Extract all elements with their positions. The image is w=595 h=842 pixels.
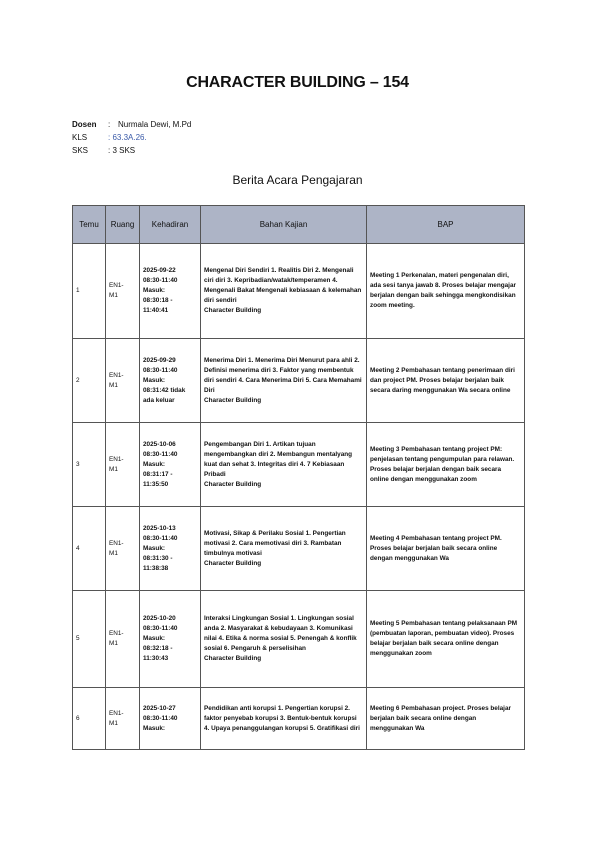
section-subtitle: Berita Acara Pengajaran	[232, 173, 363, 187]
cell-kehadiran-text: 2025-10-20 08:30-11:40 Masuk: 08:32:18 - 11:30:43	[143, 615, 178, 662]
kls-label: KLS	[72, 133, 88, 142]
cell-temu: 3	[73, 423, 106, 507]
table-row	[73, 339, 525, 423]
cell-ruang	[106, 339, 140, 423]
cell-bahan-text: Mengenal Diri Sendiri 1. Realitis Diri 2. Mengenali ciri diri 3. Kepribadian/watak/temperamen 4. Mengenali Bakat Mengenali kebiasaan & kelemahan diri sendiri Character Building	[204, 267, 362, 314]
cell-kehadiran-text: 2025-10-27 08:30-11:40 Masuk:	[143, 704, 178, 732]
header-bahan-kajian: Bahan Kajian	[201, 206, 367, 244]
cell-ruang	[106, 423, 140, 507]
cell-bahan-text: Pengembangan Diri 1. Artikan tujuan mengembangkan diri 2. Membangun mentalyang kuat dan sehat 3. Integritas diri 4. 7 Kebiasaan Pribadi Character Building	[204, 440, 353, 488]
cell-bahan-text: Menerima Diri 1. Menerima Diri Menurut para ahli 2. Definisi menerima diri 3. Faktor yang membentuk diri sendiri 4. Cara Menerima Diri 5. Cara Memahami Diri Character Building	[204, 356, 362, 404]
cell-bahan-kajian	[201, 244, 367, 339]
cell-kehadiran	[140, 688, 201, 750]
teaching-log-table	[72, 205, 525, 750]
cell-bahan-kajian	[201, 423, 367, 507]
table-header-row	[73, 206, 525, 244]
cell-ruang-text: EN1- M1	[109, 455, 124, 473]
cell-kehadiran-text: 2025-10-13 08:30-11:40 Masuk: 08:31:30 - 11:38:38	[143, 524, 178, 572]
cell-kehadiran	[140, 591, 201, 688]
cell-ruang-text: EN1- M1	[109, 630, 124, 647]
table-row	[73, 244, 525, 339]
cell-bap-text: Meeting 1 Perkenalan, materi pengenalan diri, ada sesi tanya jawab 8. Proses belajar mengajar berjalan dengan baik sehingga mengkondisikan zoom meeting.	[370, 272, 516, 309]
cell-temu: 1	[73, 244, 106, 339]
cell-bap	[367, 339, 525, 423]
cell-ruang	[106, 591, 140, 688]
cell-ruang	[106, 688, 140, 750]
cell-kehadiran-text: 2025-09-29 08:30-11:40 Masuk: 08:31:42 tidak ada keluar	[143, 356, 186, 404]
cell-bap-text: Meeting 4 Pembahasan tentang project PM. Proses belajar berjalan baik secara online dengan menggunakan Wa	[370, 534, 502, 562]
cell-kehadiran	[140, 244, 201, 339]
cell-bap	[367, 244, 525, 339]
dosen-value: Nurmala Dewi, M.Pd	[118, 120, 192, 129]
sks-label: SKS	[72, 146, 89, 155]
cell-kehadiran-text: 2025-10-06 08:30-11:40 Masuk: 08:31:17 - 11:35:50	[143, 440, 178, 488]
cell-bahan-text: Pendidikan anti korupsi 1. Pengertian korupsi 2. faktor penyebab korupsi 3. Bentuk-bentuk korupsi 4. Upaya penanggulangan korupsi 5. Gratifikasi diri	[204, 704, 360, 732]
cell-ruang-text: EN1- M1	[109, 282, 124, 299]
cell-kehadiran	[140, 507, 201, 591]
dosen-separator: :	[108, 120, 111, 129]
cell-bap-text: Meeting 2 Pembahasan tentang penerimaan diri dan project PM. Proses belajar berjalan baik secara daring menggunakan Wa secara online	[370, 366, 515, 394]
cell-ruang	[106, 507, 140, 591]
cell-bahan-kajian	[201, 339, 367, 423]
sks-value: : 3 SKS	[108, 146, 136, 155]
header-kehadiran: Kehadiran	[140, 206, 201, 244]
cell-bahan-kajian	[201, 591, 367, 688]
cell-temu: 4	[73, 507, 106, 591]
cell-ruang-text: EN1- M1	[109, 709, 124, 727]
table-row	[73, 507, 525, 591]
header-bap: BAP	[367, 206, 525, 244]
cell-bahan-kajian	[201, 507, 367, 591]
cell-bap-text: Meeting 5 Pembahasan tentang pelaksanaan PM (pembuatan laporan, pembuatan video). Proses belajar berjalan baik secara online dengan menggunakan zoom	[370, 620, 518, 657]
cell-bahan-kajian	[201, 688, 367, 750]
cell-bap-text: Meeting 6 Pembahasan project. Proses belajar berjalan baik secara online dengan menggunakan Wa	[370, 704, 512, 732]
cell-bap	[367, 688, 525, 750]
header-temu: Temu	[73, 206, 106, 244]
table-row	[73, 423, 525, 507]
cell-kehadiran	[140, 339, 201, 423]
cell-kehadiran	[140, 423, 201, 507]
document-title: CHARACTER BUILDING – 154	[186, 74, 409, 91]
cell-kehadiran-text: 2025-09-22 08:30-11:40 Masuk: 08:30:18 - 11:40:41	[143, 267, 178, 314]
cell-bap-text: Meeting 3 Pembahasan tentang project PM: penjelasan tentang pengumpulan para relawan. Proses belajar berjalan dengan baik secara online dengan menggunakan zoom	[370, 445, 515, 483]
cell-bahan-text: Motivasi, Sikap & Perilaku Sosial 1. Pengertian motivasi 2. Cara memotivasi diri 3. Rambatan timbulnya motivasi Character Building	[204, 529, 346, 567]
cell-temu: 6	[73, 688, 106, 750]
header-ruang: Ruang	[106, 206, 140, 244]
meta-dosen-row	[72, 118, 191, 131]
cell-bahan-text: Interaksi Lingkungan Sosial 1. Lingkungan sosial anda 2. Masyarakat & kebudayaan 3. Komunikasi nilai 4. Etika & norma sosial 5. Penengah & konflik sosial 6. Pengaruh & perselisihan Character Building	[204, 615, 357, 662]
cell-temu: 2	[73, 339, 106, 423]
table-row	[73, 688, 525, 750]
cell-ruang-text: EN1- M1	[109, 539, 124, 557]
kls-value[interactable]: : 63.3A.26.	[108, 133, 147, 142]
meta-kls-row	[72, 131, 191, 144]
table-row	[73, 591, 525, 688]
cell-bap	[367, 591, 525, 688]
course-meta	[72, 118, 191, 157]
cell-temu: 5	[73, 591, 106, 688]
cell-bap	[367, 507, 525, 591]
meta-sks-row	[72, 144, 191, 157]
cell-ruang-text: EN1- M1	[109, 371, 124, 389]
cell-bap	[367, 423, 525, 507]
dosen-label: Dosen	[72, 120, 97, 129]
cell-ruang	[106, 244, 140, 339]
